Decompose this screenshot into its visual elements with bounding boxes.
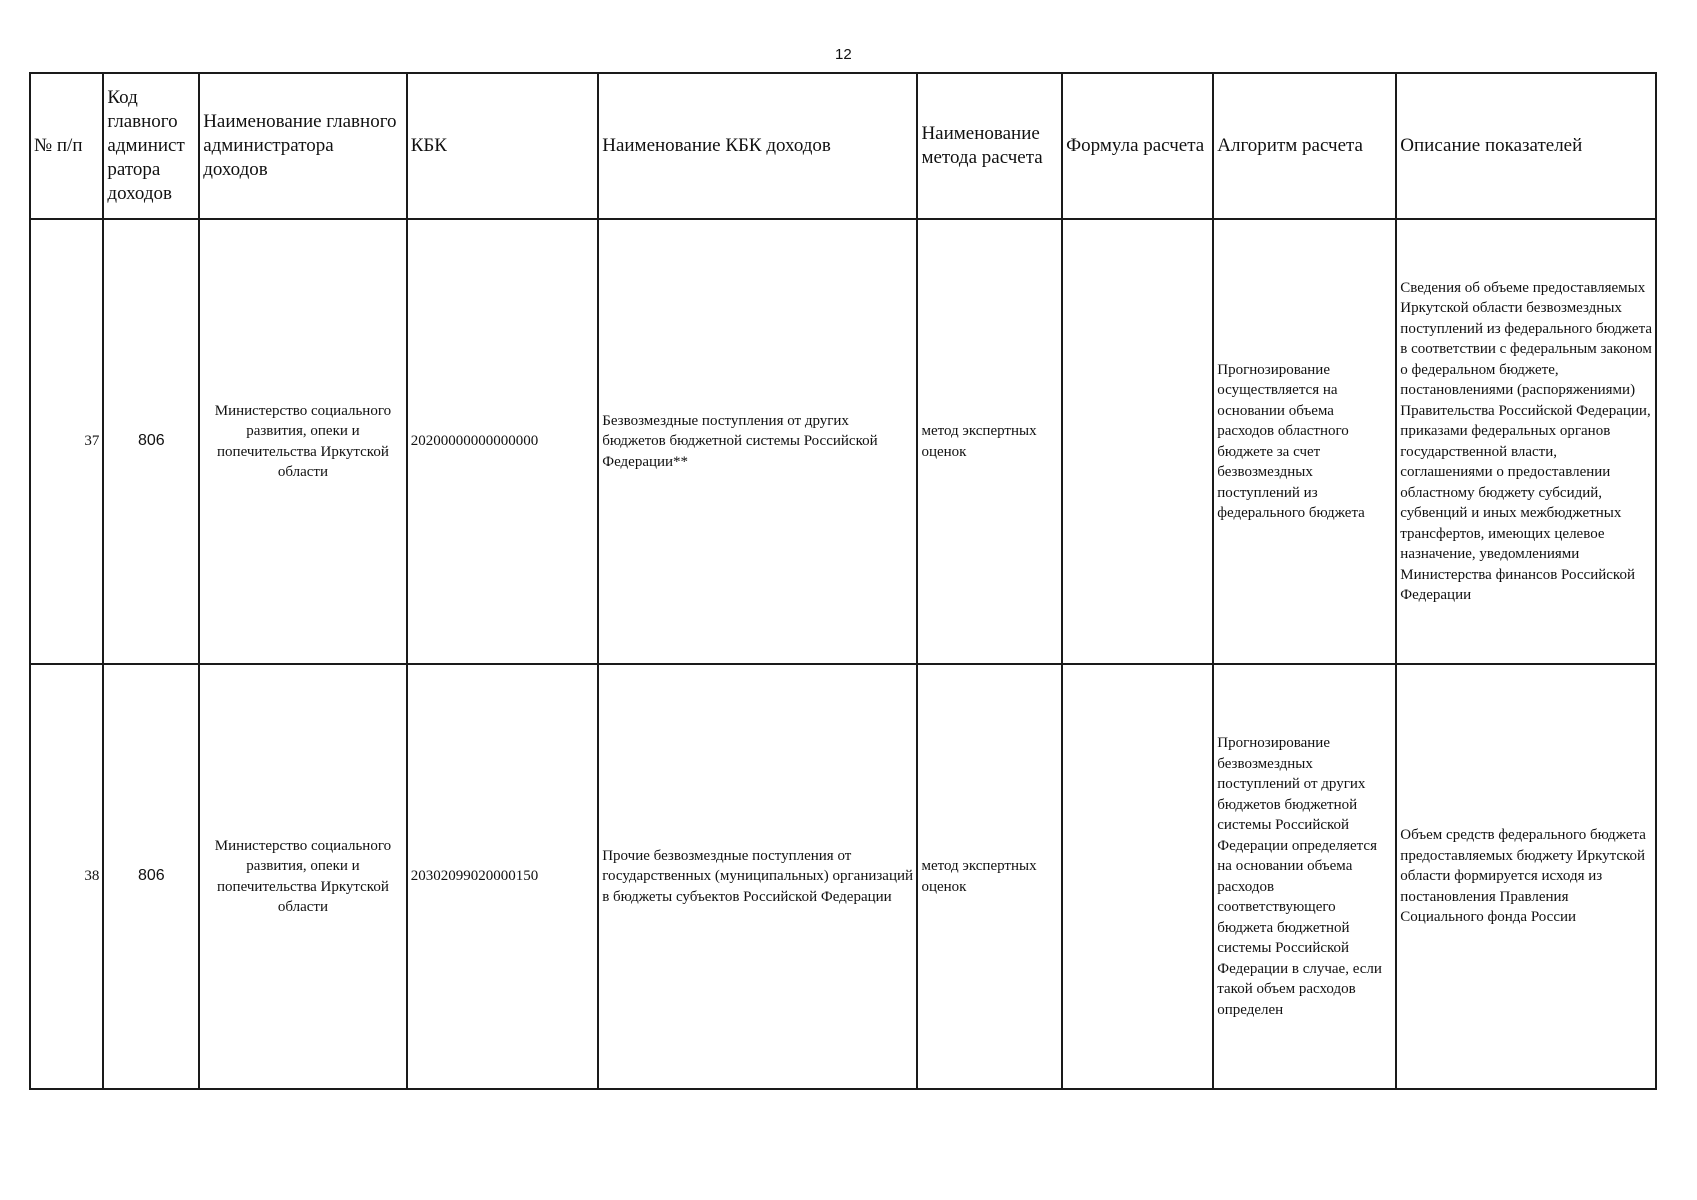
header-formula: Формула расчета [1062,73,1213,219]
table-row [30,664,1656,1089]
row-method: метод экспертных оценок [917,664,1062,1089]
row-description: Сведения об объеме предоставляемых Иркутской области безвозмездных поступлений из федерального бюджета в соответствии с федеральным законом о федеральном бюджете, постановлениями (распоряжениями) Правительства Российской Федерации, приказами федеральных органов государственной власти, соглашениями о предоставлении областному бюджету субсидий, субвенций и иных межбюджетных трансфертов, имеющих целевое назначение, уведомлениями Министерства финансов Российской Федерации [1396,219,1656,664]
row-kbk: 20302099020000150 [407,664,599,1089]
row-admin-name: Министерство социального развития, опеки и попечительства Иркутской области [199,664,407,1089]
header-admin-name: Наименование главного администратора доходов [199,73,407,219]
row-formula [1062,219,1213,664]
row-kbk-name: Прочие безвозмездные поступления от государственных (муниципальных) организаций в бюджеты субъектов Российской Федерации [598,664,917,1089]
income-forecast-table [29,72,1657,1090]
row-description: Объем средств федерального бюджета предоставляемых бюджету Иркутской области формируется исходя из постановления Правления Социального фонда России [1396,664,1656,1089]
row-method: метод экспертных оценок [917,219,1062,664]
row-admin-code: 806 [103,219,199,664]
header-description: Описание показателей [1396,73,1656,219]
header-admin-code: Код главного админист ратора доходов [103,73,199,219]
row-algorithm: Прогнозирование осуществляется на основании объема расходов областного бюджете за счет безвозмездных поступлений из федерального бюджета [1213,219,1396,664]
row-algorithm: Прогнозирование безвозмездных поступлений от других бюджетов бюджетной системы Российской Федерации определяется на основании объема расходов соответствующего бюджета бюджетной системы Российской Федерации в случае, если такой объем расходов определен [1213,664,1396,1089]
header-number: № п/п [30,73,103,219]
header-algorithm: Алгоритм расчета [1213,73,1396,219]
header-kbk-name: Наименование КБК доходов [598,73,917,219]
row-kbk: 20200000000000000 [407,219,599,664]
page-number: 12 [835,46,852,63]
row-kbk-name: Безвозмездные поступления от других бюджетов бюджетной системы Российской Федерации** [598,219,917,664]
row-number: 38 [30,664,103,1089]
table-header-row [30,73,1656,219]
row-formula [1062,664,1213,1089]
row-admin-name: Министерство социального развития, опеки и попечительства Иркутской области [199,219,407,664]
row-number: 37 [30,219,103,664]
table-row [30,219,1656,664]
header-kbk: КБК [407,73,599,219]
row-admin-code: 806 [103,664,199,1089]
header-method: Наименование метода расчета [917,73,1062,219]
